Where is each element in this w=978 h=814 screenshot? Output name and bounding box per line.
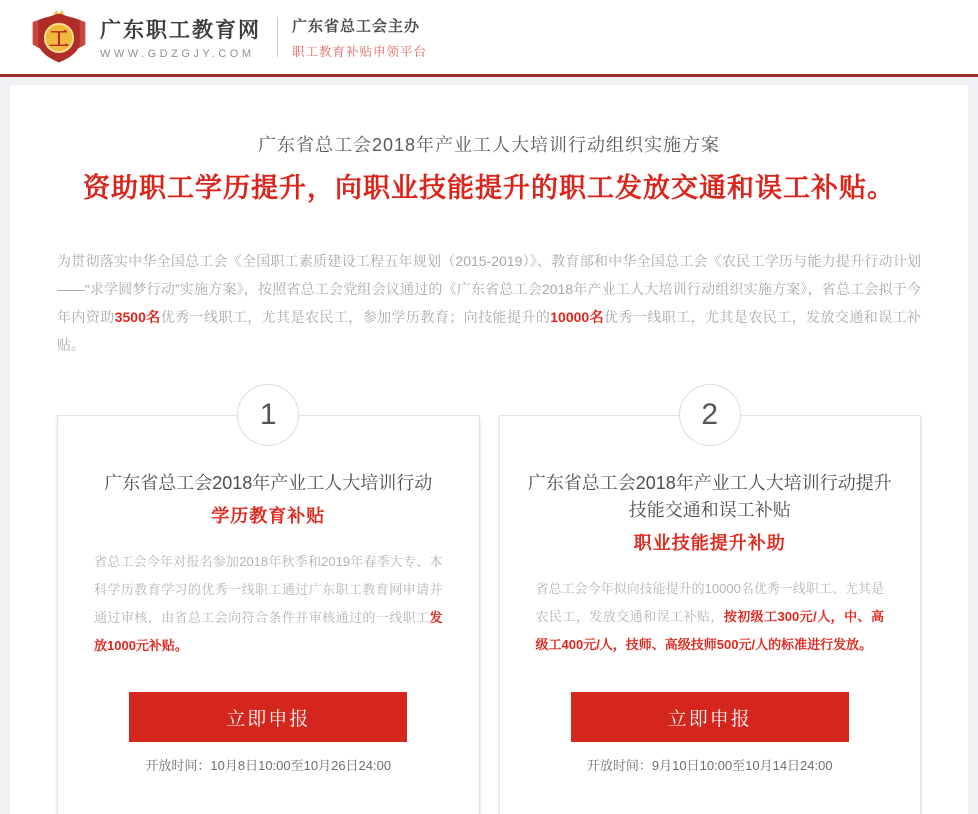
card-2-body-emphasis: 按初级工300元/人，中、高级工400元/人，技师、高级技师500元/人的标准进行发放。: [535, 609, 884, 652]
site-url: WWW.GDZGJY.COM: [100, 48, 255, 60]
site-name: 广东职工教育网: [100, 19, 261, 42]
host-block: [292, 15, 427, 60]
intro-text-1: 为贯彻落实中华全国总工会《全国职工素质建设工程五年规划（2015-2019）》、教育部和中华全国总工会《农民工学历与能力提升行动计划——“求学圆梦行动”实施方案》，按照省总工会党组会议通过的《广东省总工会2018年产业工人大培训行动组织实施方案》，省总工会拟于今年内资助: [57, 253, 921, 325]
svg-text:工: 工: [49, 28, 69, 51]
headline: 资助职工学历提升，向职业技能提升的职工发放交通和误工补贴。: [83, 173, 895, 203]
card-1-body-text: 省总工会今年对报名参加2018年秋季和2019年春季大专、本科学历教育学习的优秀一线职工通过广东职工教育网申请并通过审核，由省总工会向符合条件并审核通过的一线职工: [94, 554, 443, 625]
card-2-body: [500, 575, 921, 659]
cards-row: [57, 398, 921, 814]
card-1-body-emphasis: 发放1000元补贴。: [94, 610, 443, 653]
site-header: [0, 0, 978, 74]
card-1-subtitle: 学历教育补贴: [211, 506, 326, 526]
apply-now-button-2[interactable]: 立即申报: [571, 692, 849, 742]
intro-text-3: 优秀一线职工，尤其是农民工，发放交通和误工补贴。: [57, 309, 922, 353]
intro-text-2: 优秀一线职工，尤其是农民工，参加学历教育；向技能提升的: [160, 309, 551, 325]
page-body: [0, 77, 978, 814]
header-divider: [277, 17, 278, 57]
host-label: 广东省总工会主办: [292, 17, 421, 35]
apply-now-button-1[interactable]: 立即申报: [129, 692, 407, 742]
brand-block: [100, 14, 261, 60]
card-2-footer: [500, 692, 921, 774]
content-panel: [10, 85, 968, 814]
intro-emphasis-1: 3500名: [114, 309, 161, 325]
document-title: 广东省总工会2018年产业工人大培训行动组织实施方案: [257, 135, 721, 155]
card-1-number-badge: 1: [237, 384, 299, 446]
card-1-title: 广东省总工会2018年产业工人大培训行动: [104, 473, 433, 493]
site-logo-link[interactable]: [27, 7, 91, 67]
card-1-body: [58, 548, 479, 660]
card-2-number-badge: 2: [679, 384, 741, 446]
card-1-open-time: 开放时间：10月8日10:00至10月26日24:00: [145, 758, 392, 773]
site-logo-icon: [27, 7, 91, 67]
intro-emphasis-2: 10000名: [550, 309, 605, 325]
card-1-footer: [58, 692, 479, 774]
host-subtitle: 职工教育补贴申领平台: [292, 44, 428, 59]
card-skill-subsidy: [499, 398, 922, 814]
card-2-body-text: 省总工会今年拟向技能提升的10000名优秀一线职工、尤其是农民工，发放交通和误工补贴，: [535, 581, 884, 624]
card-2-subtitle: 职业技能提升补助: [633, 533, 786, 553]
card-2-open-time: 开放时间：9月10日10:00至10月14日24:00: [586, 758, 833, 773]
card-2-title: 广东省总工会2018年产业工人大培训行动提升技能交通和误工补贴: [527, 473, 892, 520]
card-education-subsidy: [57, 398, 480, 814]
intro-paragraph: [57, 247, 921, 359]
